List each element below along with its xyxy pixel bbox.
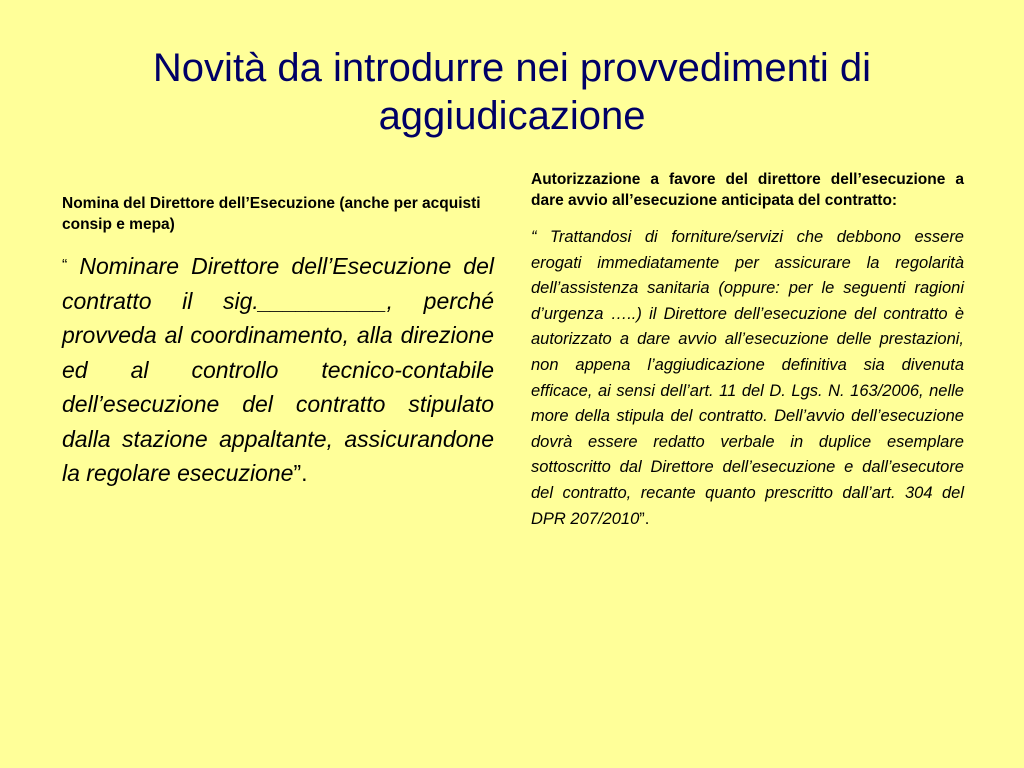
left-quote-open-mark: “ — [62, 257, 68, 274]
right-quote-body: Trattandosi di forniture/servizi che debbono essere erogati immediatamente per assicurare la regolarità dell’assistenza sanitaria (oppure: per le seguenti ragioni d’urgenza …..) il Direttore dell’esecuzione del contratto è autorizzato a dare avvio all’esecuzione delle prestazioni, non appena l’aggiudicazione definitiva sia divenuta efficace, ai sensi dell’art. 11 del D. Lgs. N. 163/2006, nelle more della stipula del contratto. Dell’avvio dell’esecuzione dovrà essere redatto verbale in duplice esemplare sottoscritto dal Direttore dell’esecuzione e dall’esecutore del contratto, recante quanto prescritto dall’art. 304 del DPR 207/2010 — [531, 228, 964, 528]
left-column-heading: Nomina del Direttore dell’Esecuzione (anche per acquisti consip e mepa) — [62, 195, 481, 233]
left-column-quote — [62, 249, 494, 491]
right-column-quote — [531, 225, 964, 532]
right-column-heading: Autorizzazione a favore del direttore dell’esecuzione a dare avvio all’esecuzione anticipata del contratto: — [531, 171, 964, 209]
slide-title: Novità da introdurre nei provvedimenti di aggiudicazione — [152, 46, 872, 138]
right-quote-close-mark: ”. — [639, 509, 650, 528]
left-quote-close-mark: ”. — [293, 460, 308, 486]
left-quote-body: Nominare Direttore dell’Esecuzione del contratto il sig.__________, perché provveda al coordinamento, alla direzione ed al controllo tecnico-contabile dell’esecuzione del contratto stipulato dalla stazione appaltante, assicurandone la regolare esecuzione — [62, 253, 494, 486]
left-column — [62, 193, 494, 491]
right-quote-open-mark: “ — [531, 228, 537, 246]
right-column — [531, 169, 964, 532]
